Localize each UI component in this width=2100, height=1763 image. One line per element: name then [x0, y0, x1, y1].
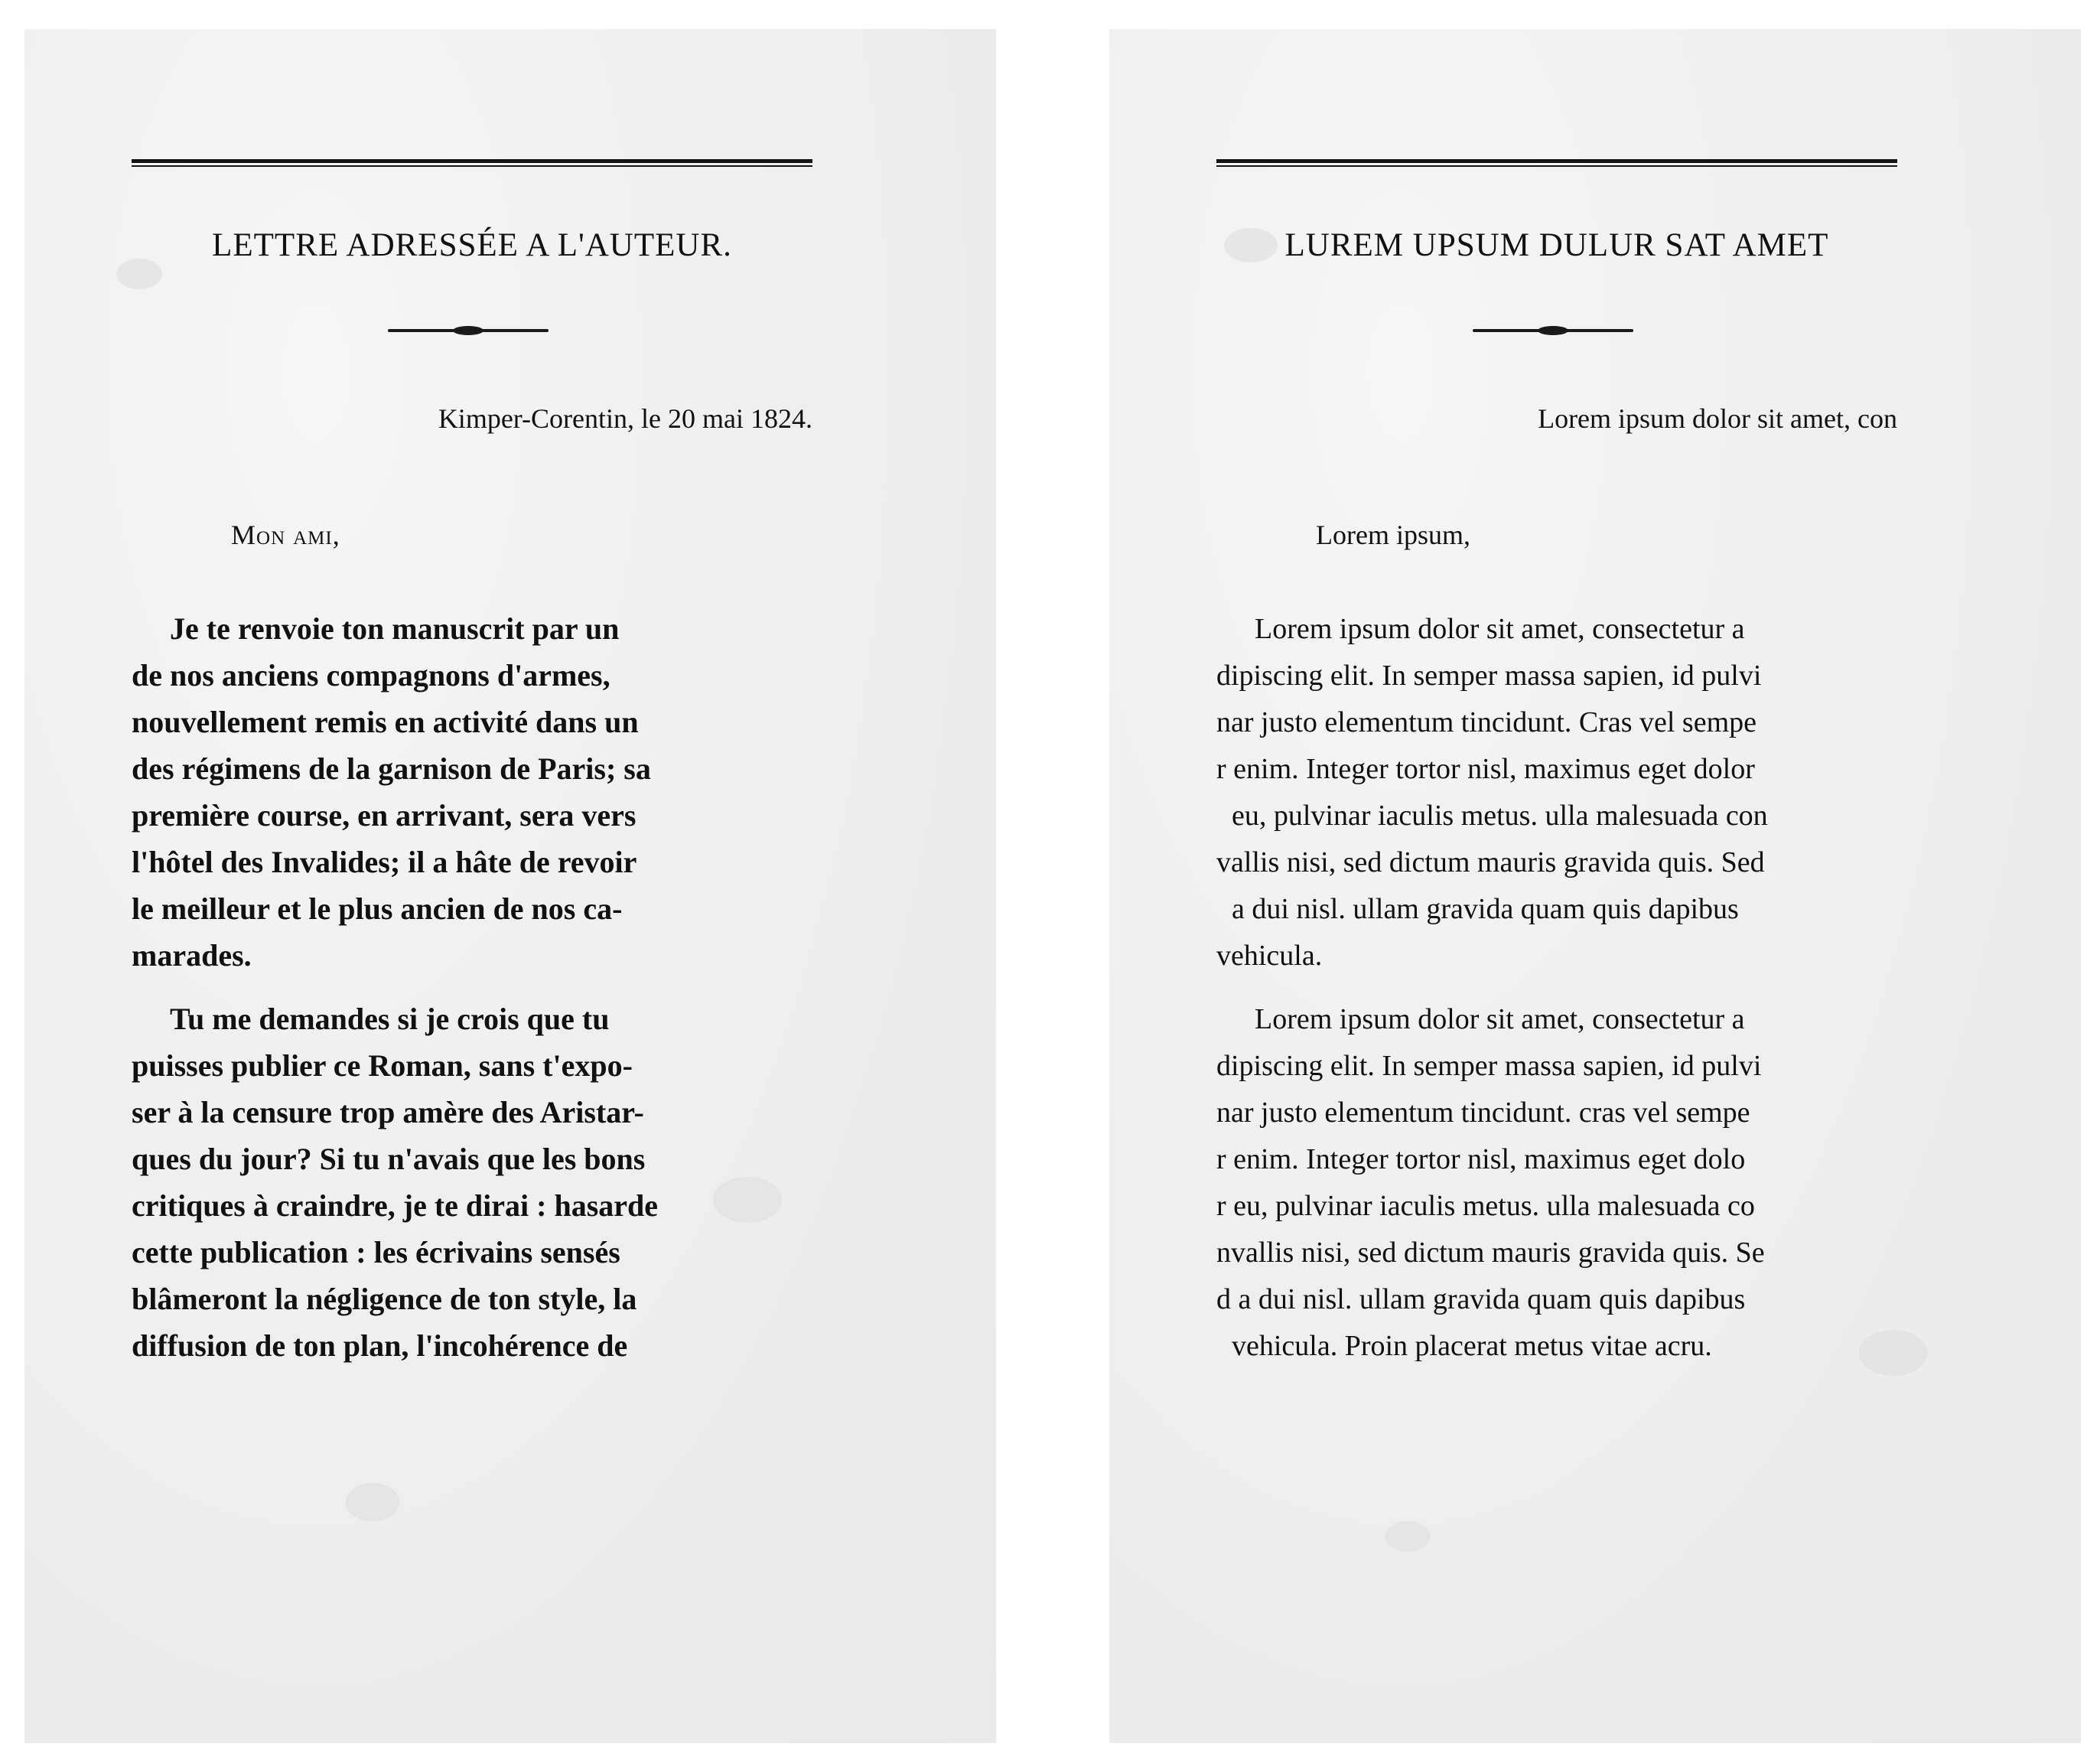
text-line: nouvellement remis en activité dans un	[132, 705, 639, 739]
text-line: diffusion de ton plan, l'incohérence de	[132, 1328, 628, 1363]
text-line: critiques à craindre, je te dirai : hasarde	[132, 1188, 659, 1223]
paper-stain	[1859, 1330, 1928, 1376]
text-line: r enim. Integer tortor nisl, maximus eget dolor	[1216, 753, 1755, 785]
text-line: dipiscing elit. In semper massa sapien, id pulvi	[1216, 660, 1762, 692]
text-line: d a dui nisl. ullam gravida quam quis dapibus	[1216, 1283, 1746, 1315]
text-line: a dui nisl. ullam gravida quam quis dapibus	[1232, 893, 1739, 925]
text-line: première course, en arrivant, sera vers	[132, 798, 637, 833]
ornament-divider	[388, 329, 549, 332]
text-line: vehicula. Proin placerat metus vitae acru.	[1232, 1330, 1712, 1362]
page-title: LETTRE ADRESSÉE A L'AUTEUR.	[212, 227, 732, 263]
salutation: Mon ami,	[231, 520, 340, 550]
header-rule	[1216, 159, 1897, 167]
text-line: Je te renvoie ton manuscrit par un	[170, 611, 620, 646]
text-line: cette publication : les écrivains sensés	[132, 1235, 620, 1269]
paper-stain	[346, 1483, 399, 1521]
text-line: nvallis nisi, sed dictum mauris gravida quis. Se	[1216, 1237, 1765, 1269]
text-line: marades.	[132, 938, 252, 973]
text-line: Lorem ipsum dolor sit amet, consectetur a	[1255, 1003, 1745, 1035]
paper-stain	[1385, 1521, 1431, 1552]
text-line: ser à la censure trop amère des Aristar-	[132, 1095, 644, 1129]
page-title: LUREM UPSUM DULUR SAT AMET	[1284, 227, 1829, 263]
header-rule	[132, 159, 812, 167]
text-line: nar justo elementum tincidunt. Cras vel sempe	[1216, 706, 1757, 738]
text-line: vehicula.	[1216, 940, 1323, 972]
text-line: puisses publier ce Roman, sans t'expo-	[132, 1048, 633, 1083]
text-line: Tu me demandes si je crois que tu	[170, 1002, 610, 1036]
text-line: vallis nisi, sed dictum mauris gravida quis. Sed	[1216, 846, 1765, 878]
text-line: r enim. Integer tortor nisl, maximus eget dolo	[1216, 1143, 1746, 1175]
text-line: blâmeront la négligence de ton style, la	[132, 1282, 637, 1316]
text-line: eu, pulvinar iaculis metus. ulla malesuada con	[1232, 800, 1768, 832]
dateline: Kimper-Corentin, le 20 mai 1824.	[438, 403, 812, 434]
paper-stain	[713, 1177, 782, 1223]
text-line: r eu, pulvinar iaculis metus. ulla malesuada co	[1216, 1190, 1755, 1222]
text-line: dipiscing elit. In semper massa sapien, id pulvi	[1216, 1050, 1762, 1082]
left-page	[24, 29, 996, 1743]
right-page	[1109, 29, 2081, 1743]
dateline: Lorem ipsum dolor sit amet, con	[1538, 403, 1897, 434]
text-line: des régimens de la garnison de Paris; sa	[132, 751, 651, 786]
text-line: Lorem ipsum dolor sit amet, consectetur a	[1255, 613, 1745, 645]
text-line: le meilleur et le plus ancien de nos ca-	[132, 891, 623, 926]
text-line: ques du jour? Si tu n'avais que les bons	[132, 1142, 646, 1176]
salutation: Lorem ipsum,	[1316, 520, 1470, 550]
text-line: l'hôtel des Invalides; il a hâte de revoir	[132, 845, 637, 879]
text-line: nar justo elementum tincidunt. cras vel sempe	[1216, 1097, 1750, 1129]
text-line: de nos anciens compagnons d'armes,	[132, 658, 610, 692]
ornament-divider	[1473, 329, 1633, 332]
